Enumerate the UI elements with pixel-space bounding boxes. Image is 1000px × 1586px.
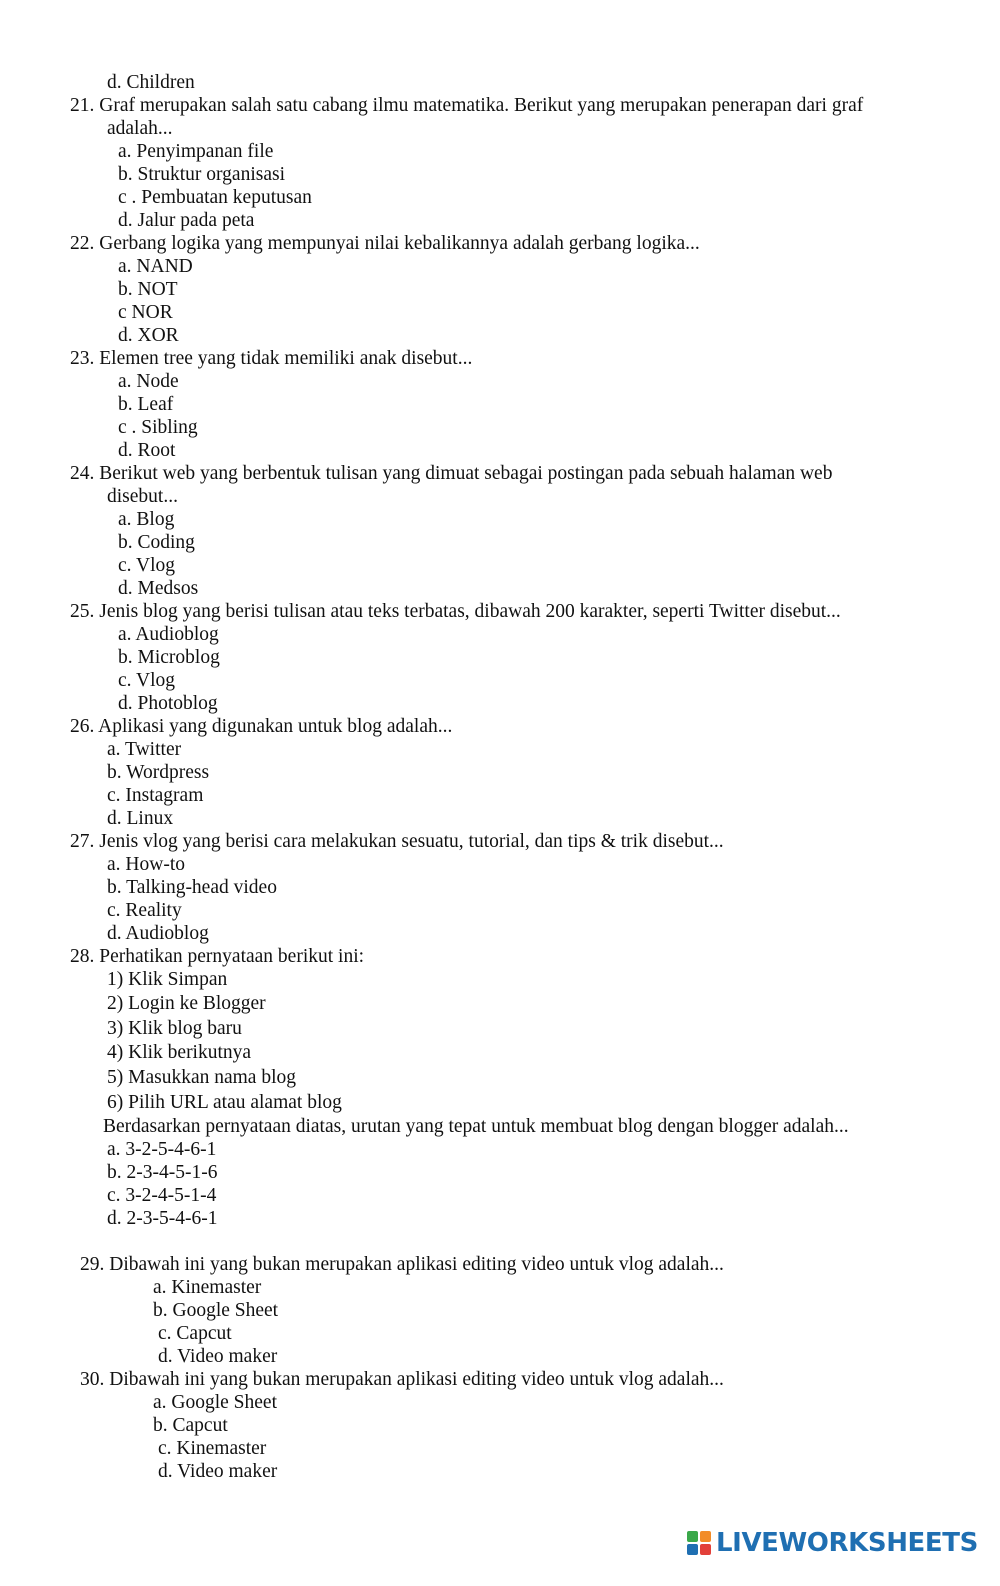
q21-question: 21. Graf merupakan salah satu cabang ilmu matematika. Berikut yang merupakan penerapan dari graf <box>70 95 864 116</box>
q28-option-a: a. 3-2-5-4-6-1 <box>107 1139 217 1160</box>
q28-statement-4: 4) Klik berikutnya <box>107 1042 252 1063</box>
q30-option-a: a. Google Sheet <box>153 1392 278 1413</box>
q27-question: 27. Jenis vlog yang berisi cara melakukan sesuatu, tutorial, dan tips & trik disebut... <box>70 831 724 852</box>
q21-option-c: c . Pembuatan keputusan <box>118 187 312 208</box>
q26-option-b: b. Wordpress <box>107 762 210 783</box>
q30-option-b: b. Capcut <box>153 1415 228 1436</box>
q28-question: 28. Perhatikan pernyataan berikut ini: <box>70 946 365 967</box>
q27-option-a: a. How-to <box>107 854 185 875</box>
liveworksheets-logo-text: LIVEWORKSHEETS <box>716 1527 978 1558</box>
q30-question: 30. Dibawah ini yang bukan merupakan aplikasi editing video untuk vlog adalah... <box>80 1369 724 1390</box>
q22-option-b: b. NOT <box>118 279 178 300</box>
q24-option-a: a. Blog <box>118 509 175 530</box>
q22-option-a: a. NAND <box>118 256 193 277</box>
liveworksheets-logo-icon <box>686 1530 712 1556</box>
q22-option-c: c NOR <box>118 302 173 323</box>
q29-option-b: b. Google Sheet <box>153 1300 279 1321</box>
q25-option-b: b. Microblog <box>118 647 220 668</box>
q26-option-a: a. Twitter <box>107 739 182 760</box>
q24-option-b: b. Coding <box>118 532 195 553</box>
q25-option-c: c. Vlog <box>118 670 176 691</box>
q26-question: 26. Aplikasi yang digunakan untuk blog adalah... <box>70 716 453 737</box>
q24-question-cont: disebut... <box>107 486 178 507</box>
q26-option-c: c. Instagram <box>107 785 204 806</box>
q29-option-c: c. Capcut <box>158 1323 232 1344</box>
q24-question: 24. Berikut web yang berbentuk tulisan yang dimuat sebagai postingan pada sebuah halaman web <box>70 463 833 484</box>
q28-option-c: c. 3-2-4-5-1-4 <box>107 1185 217 1206</box>
q23-option-b: b. Leaf <box>118 394 174 415</box>
q23-option-d: d. Root <box>118 440 176 461</box>
q27-option-d: d. Audioblog <box>107 923 209 944</box>
q24-option-d: d. Medsos <box>118 578 199 599</box>
q23-question: 23. Elemen tree yang tidak memiliki anak disebut... <box>70 348 473 369</box>
q28-statement-1: 1) Klik Simpan <box>107 969 228 990</box>
q27-option-b: b. Talking-head video <box>107 877 277 898</box>
q23-option-a: a. Node <box>118 371 179 392</box>
q21-question-cont: adalah... <box>107 118 173 139</box>
q29-question: 29. Dibawah ini yang bukan merupakan aplikasi editing video untuk vlog adalah... <box>80 1254 724 1275</box>
q23-option-c: c . Sibling <box>118 417 198 438</box>
q28-statement-3: 3) Klik blog baru <box>107 1018 242 1039</box>
q22-option-d: d. XOR <box>118 325 179 346</box>
q30-option-c: c. Kinemaster <box>158 1438 267 1459</box>
q25-option-a: a. Audioblog <box>118 624 219 645</box>
q25-option-d: d. Photoblog <box>118 693 218 714</box>
q28-statement-2: 2) Login ke Blogger <box>107 993 266 1014</box>
q28-statement-6: 6) Pilih URL atau alamat blog <box>107 1092 342 1113</box>
q28-option-b: b. 2-3-4-5-1-6 <box>107 1162 218 1183</box>
q27-option-c: c. Reality <box>107 900 182 921</box>
q28-option-d: d. 2-3-5-4-6-1 <box>107 1208 218 1229</box>
q22-question: 22. Gerbang logika yang mempunyai nilai kebalikannya adalah gerbang logika... <box>70 233 700 254</box>
q24-option-c: c. Vlog <box>118 555 176 576</box>
q29-option-a: a. Kinemaster <box>153 1277 262 1298</box>
q30-option-d: d. Video maker <box>158 1461 278 1482</box>
q21-option-b: b. Struktur organisasi <box>118 164 286 185</box>
q25-question: 25. Jenis blog yang berisi tulisan atau teks terbatas, dibawah 200 karakter, seperti Twitter disebut... <box>70 601 841 622</box>
q28-prompt: Berdasarkan pernyataan diatas, urutan yang tepat untuk membuat blog dengan blogger adalah... <box>103 1116 849 1137</box>
q28-statement-5: 5) Masukkan nama blog <box>107 1067 297 1088</box>
q29-option-d: d. Video maker <box>158 1346 278 1367</box>
liveworksheets-logo <box>686 1528 986 1558</box>
q21-option-a: a. Penyimpanan file <box>118 141 274 162</box>
q26-option-d: d. Linux <box>107 808 174 829</box>
q20-option-d: d. Children <box>107 72 195 93</box>
q21-option-d: d. Jalur pada peta <box>118 210 255 231</box>
